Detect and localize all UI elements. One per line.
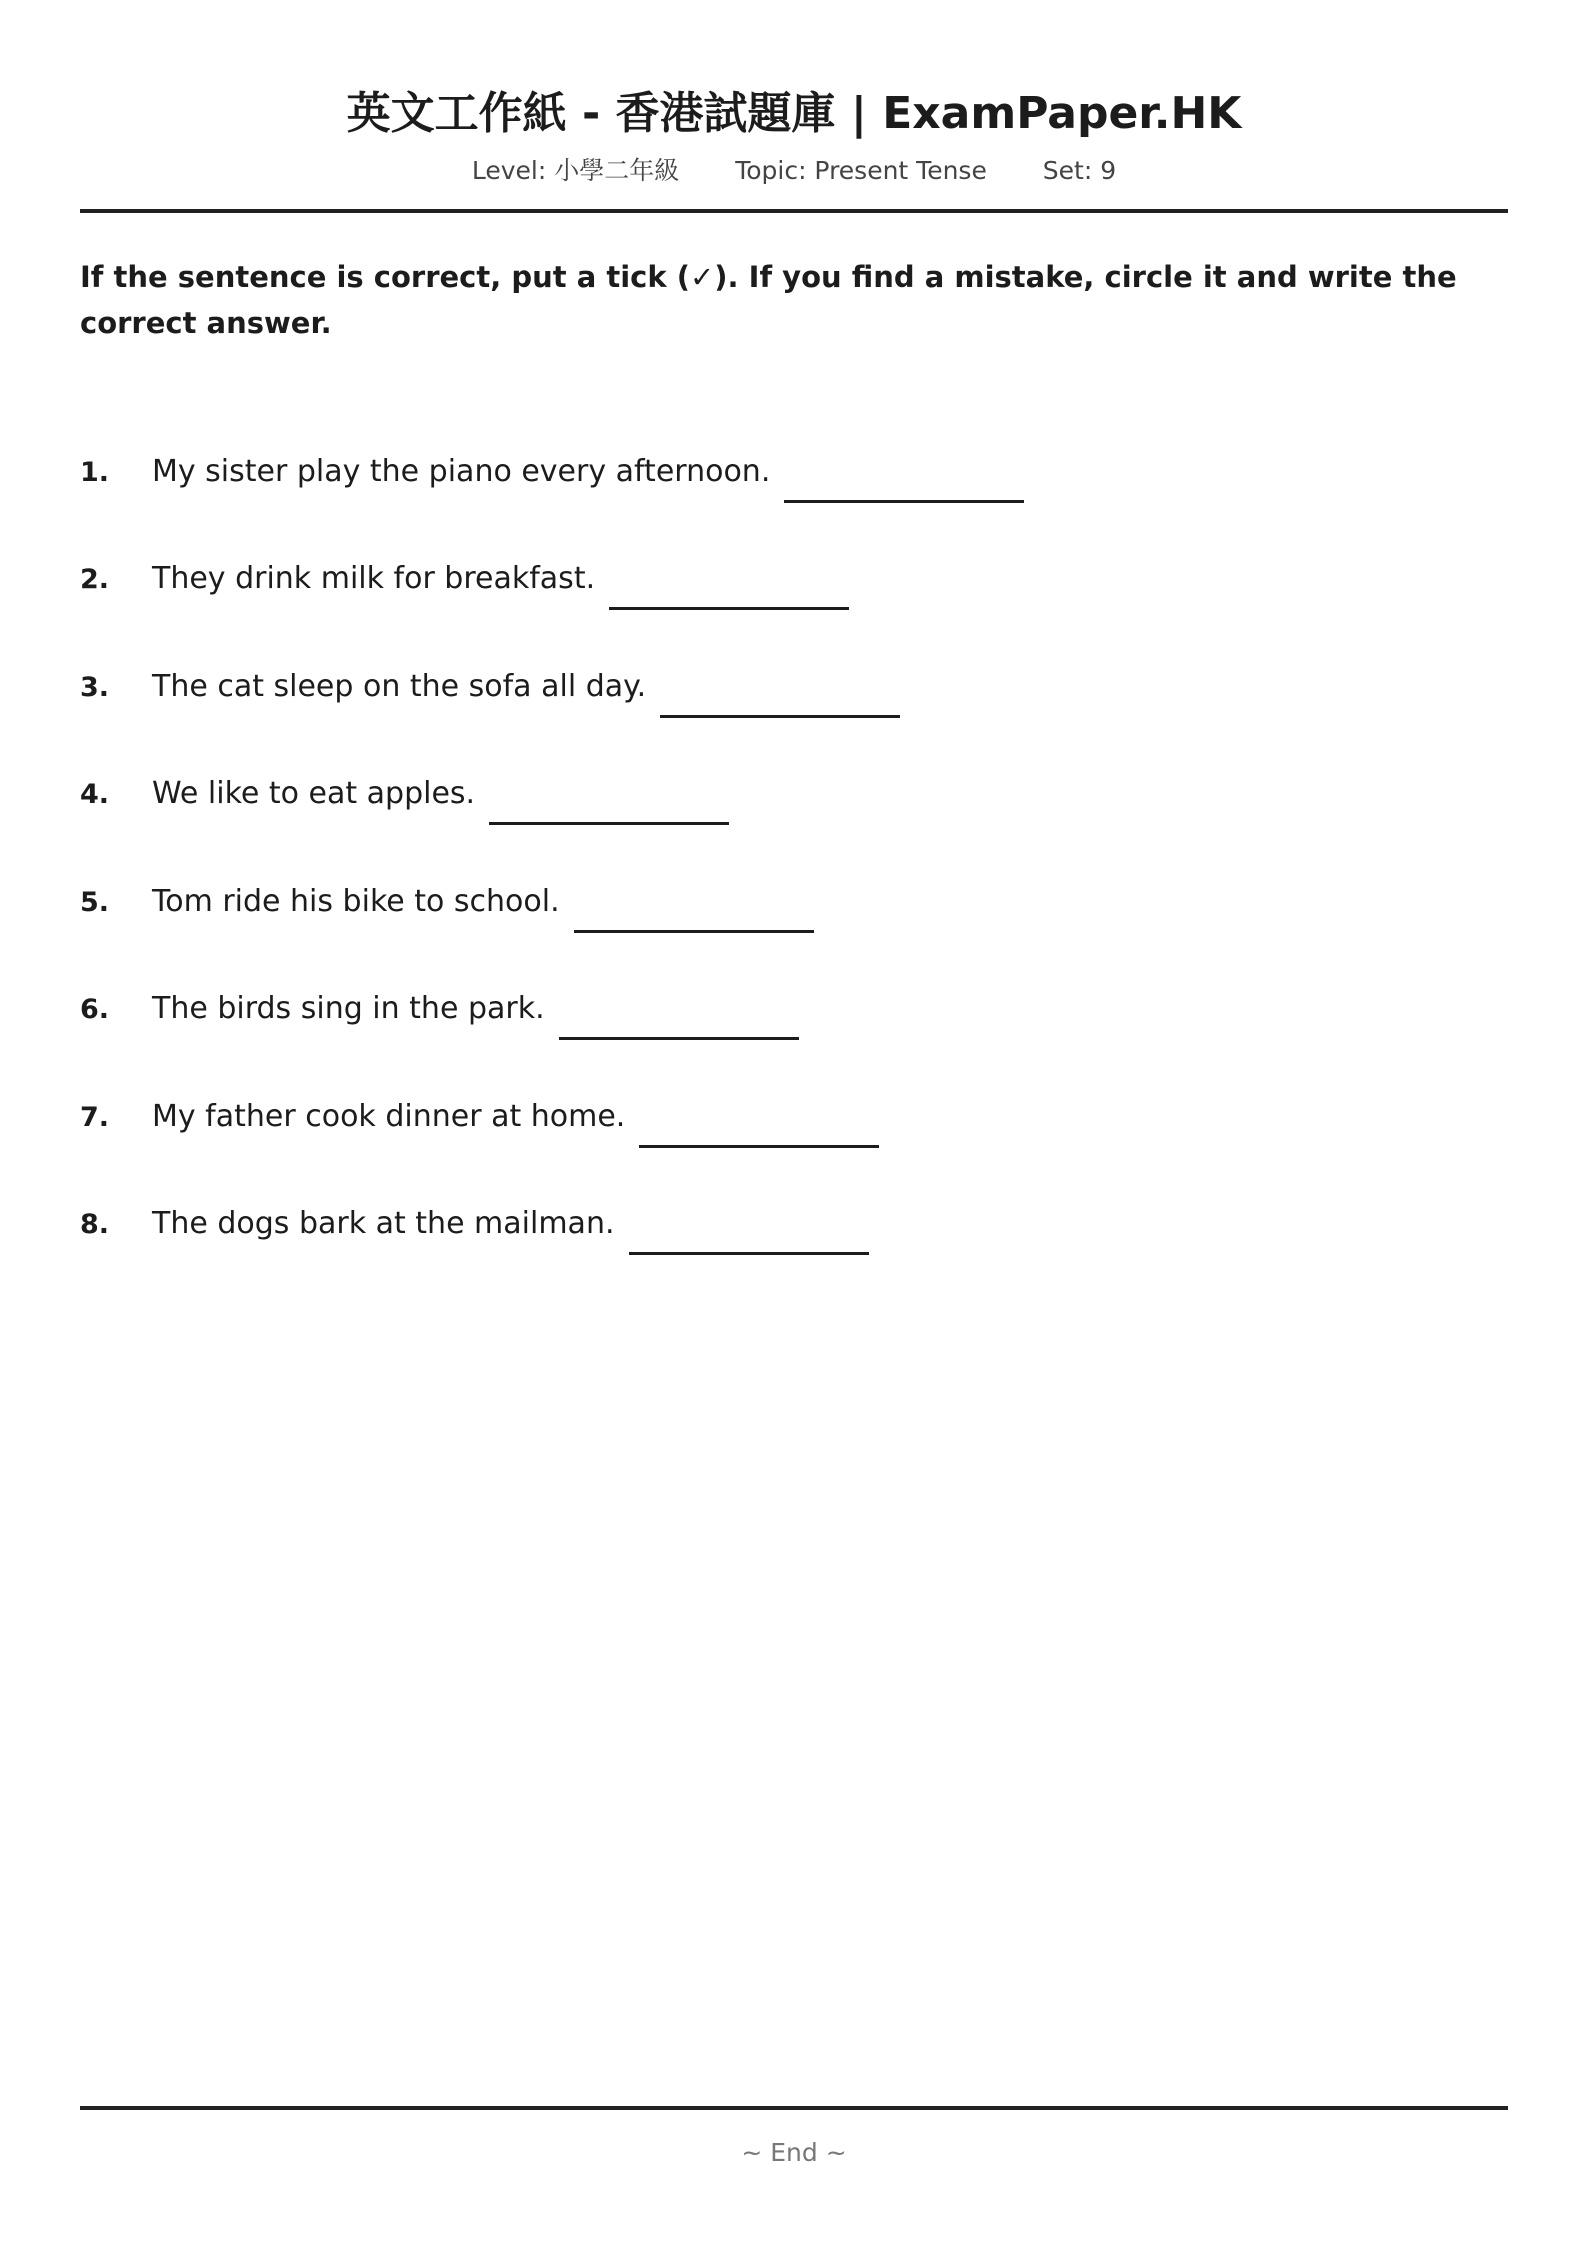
question-item: [80, 944, 1508, 1052]
question-text: The birds sing in the park.: [152, 991, 545, 1026]
question-number: 3.: [80, 671, 110, 703]
question-text: Tom ride his bike to school.: [152, 883, 560, 919]
question-item: [80, 1159, 1508, 1267]
answer-blank[interactable]: [629, 1250, 869, 1255]
question-item: [80, 406, 1508, 514]
end-marker: ~ End ~: [741, 2138, 847, 2167]
question-number: 2.: [80, 564, 110, 595]
question-number: 6.: [80, 994, 110, 1025]
answer-blank[interactable]: [639, 1143, 879, 1148]
answer-blank[interactable]: [660, 713, 900, 718]
question-text: They drink milk for breakfast.: [152, 561, 596, 596]
question-item: [80, 514, 1508, 622]
question-list: [80, 406, 1508, 1266]
question-item: [80, 836, 1508, 944]
answer-blank[interactable]: [489, 820, 729, 825]
worksheet-meta: [80, 154, 1508, 188]
instruction-text: If the sentence is correct, put a tick (✓). If you find a mistake, circle it and write the correct answer.: [80, 260, 1457, 340]
answer-blank[interactable]: [559, 1035, 799, 1040]
question-text: We like to eat apples.: [152, 776, 476, 811]
page-title: 英文工作紙 - 香港試題庫 | ExamPaper.HK: [346, 88, 1242, 139]
question-text: My sister play the piano every afternoon.: [152, 453, 771, 489]
question-number: 7.: [80, 1101, 110, 1133]
topic-label: Topic: Present Tense: [735, 156, 987, 185]
worksheet-header: [80, 82, 1508, 188]
set-label: Set: 9: [1042, 156, 1117, 185]
question-text: The dogs bark at the mailman.: [152, 1206, 615, 1241]
question-number: 4.: [80, 779, 110, 810]
question-item: [80, 1051, 1508, 1159]
answer-blank[interactable]: [574, 928, 814, 933]
question-number: 8.: [80, 1209, 110, 1240]
question-item: [80, 729, 1508, 837]
level-label: Level: 小學二年級: [471, 156, 680, 185]
question-number: 5.: [80, 886, 110, 918]
question-text: My father cook dinner at home.: [152, 1098, 626, 1134]
answer-blank[interactable]: [784, 498, 1024, 503]
question-number: 1.: [80, 456, 110, 488]
question-item: [80, 621, 1508, 729]
answer-blank[interactable]: [609, 605, 849, 610]
question-text: The cat sleep on the sofa all day.: [152, 668, 647, 704]
header-divider: [80, 209, 1508, 213]
footer-divider: [80, 2106, 1508, 2110]
